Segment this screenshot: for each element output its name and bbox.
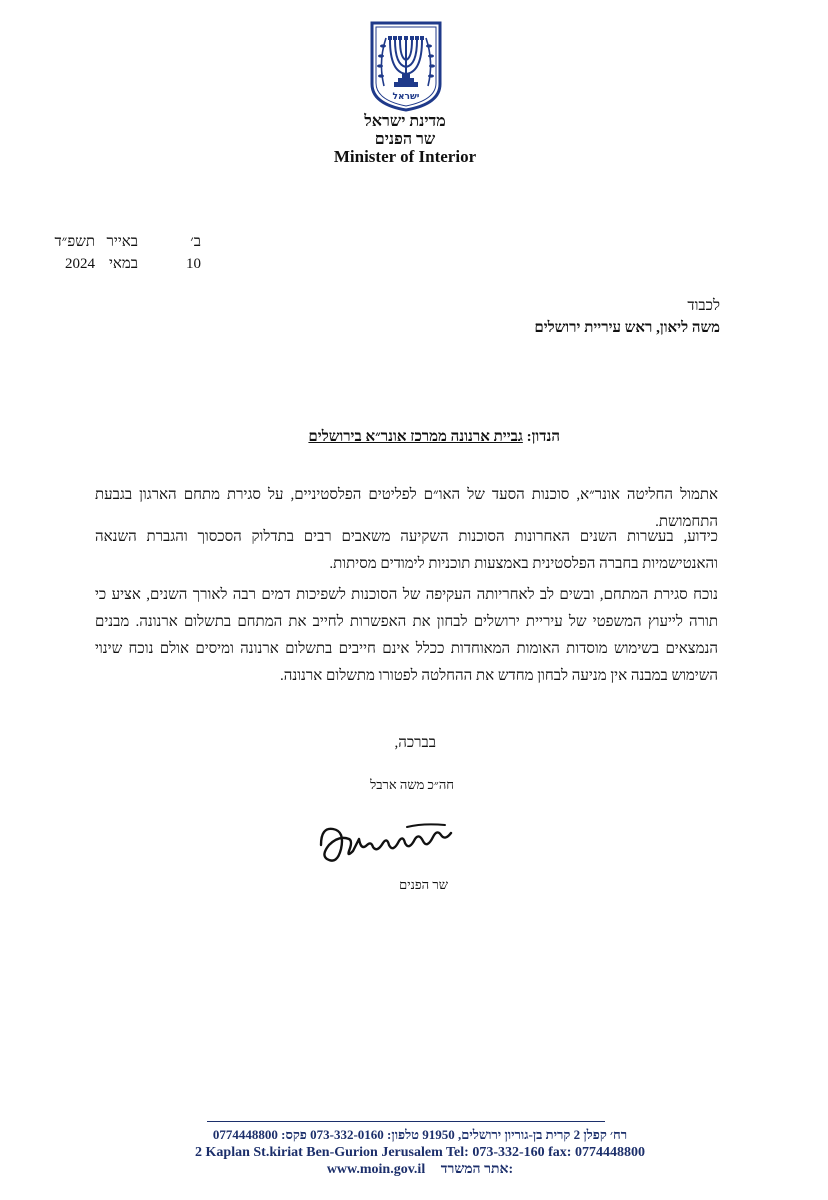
state-emblem-icon: [369, 20, 443, 112]
signer-name: חה״כ משה ארבל: [370, 777, 454, 792]
hebrew-date-year: תשפ״ד: [54, 234, 95, 250]
footer-website[interactable]: www.moin.gov.il: [326, 1162, 426, 1177]
paragraph-3: נוכח סגירת המתחם, ובשים לב לאחריותה העקיפה של הסוכנות לשפיכות דמים רבה לאורך השנים, אציע כי תורה לייעוץ המשפטי של עיריית ירושלים לבחון את האפשרות לחייב את המתחם בתשלום ארנונה. מבנים הנמצאים בשימוש מוסדות האומות המאוחדות ככלל אינם חייבים בתשלום ארנונה ומיסים אולם נוכח שינוי השימוש במבנה אין מניעה לבחון מחדש את ההחלטה לפטורו מתשלום ארנונה.: [95, 587, 718, 684]
hebrew-date-day: ב׳: [190, 234, 201, 250]
subject-label: הנדון:: [526, 429, 560, 445]
closing-regards: בברכה,: [394, 735, 436, 751]
hebrew-date-month: באייר: [106, 234, 138, 250]
footer-website-line: [110, 1163, 730, 1177]
paragraph-2: כידוע, בעשרות השנים האחרונות הסוכנות השקיעה משאבים רבים בתדלוק הסכסוך והגברת השנאה והאנטישמיות בחברה הפלסטינית באמצעות תוכניות לימודים מסיתות.: [95, 529, 718, 572]
subject-line: [308, 429, 560, 446]
footer-address-en: 2 Kaplan St.kiriat Ben-Gurion Jerusalem Tel: 073-332-160 fax: 0774448800: [195, 1145, 645, 1160]
paragraph-1: אתמול החליטה אונר״א, סוכנות הסעד של האו״ם לפליטים הפלסטיניים, על סגירת מתחם הארגון בגבעת התחמושת.: [95, 487, 718, 530]
subject-text: גביית ארנונה ממרכז אונר״א בירושלים: [308, 429, 523, 445]
footer-address-he: רח׳ קפלן 2 קרית בן-גוריון ירושלים, 91950 טלפון: 073-332-0160 פקס: 0774448800: [212, 1127, 628, 1142]
footer-website-label: אתר המשרד:: [440, 1162, 514, 1177]
ministry-he: שר הפנים: [374, 131, 436, 148]
date-year: 2024: [65, 256, 95, 272]
ministry-en: Minister of Interior: [333, 147, 477, 166]
footer-divider: [207, 1121, 605, 1122]
signer-title: שר הפנים: [399, 877, 448, 892]
emblem-text: ישראל: [392, 92, 420, 102]
signature-icon: [315, 815, 457, 871]
salutation: לכבוד: [687, 298, 720, 314]
date-day: 10: [186, 256, 201, 272]
date-month: במאי: [108, 256, 138, 272]
state-name-he: מדינת ישראל: [364, 113, 446, 130]
recipient: משה ליאון, ראש עיריית ירושלים: [534, 320, 720, 336]
